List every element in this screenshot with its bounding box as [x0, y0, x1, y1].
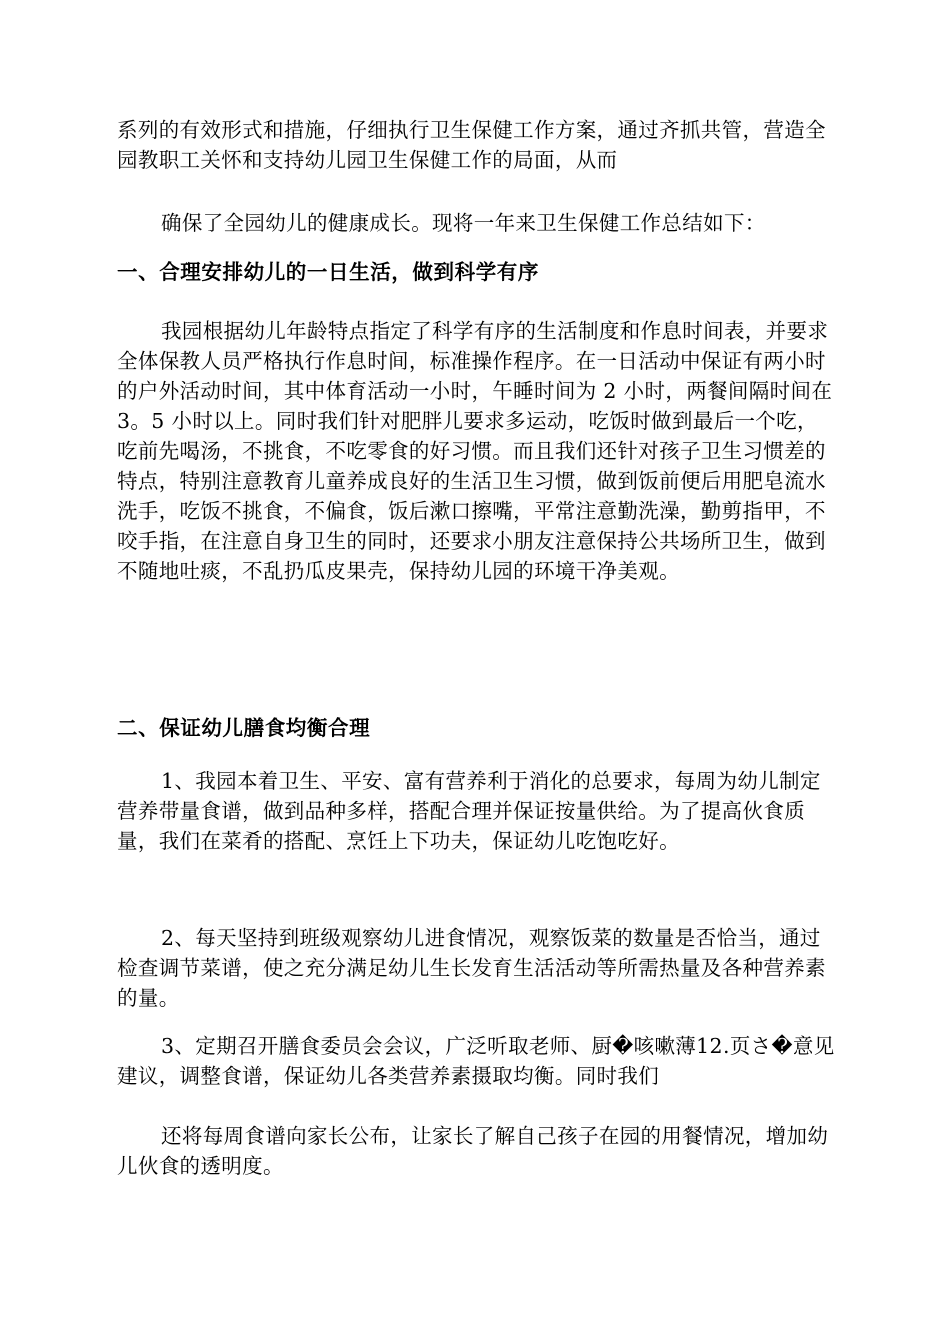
paragraph-item-2: 2、每天坚持到班级观察幼儿进食情况，观察饭菜的数量是否恰当，通过检查调节菜谱，使之充分满足幼儿生长发育生活活动等所需热量及各种营养素的量。	[117, 926, 826, 1010]
paragraph-section-1-body: 我园根据幼儿年龄特点指定了科学有序的生活制度和作息时间表，并要求全体保教人员严格执行作息时间，标准操作程序。在一日活动中保证有两小时的户外活动时间，其中体育活动一小时，午睡时间为 2 小时，两餐间隔时间在 3。5 小时以上。同时我们针对肥胖儿要求多运动，吃饭时做到最后一个吃，吃前先喝汤，不挑食，不吃零食的好习惯。而且我们还针对孩子卫生习惯差的特点，特别注意教育儿童养成良好的生活卫生习惯，做到饭前便后用肥皂流水洗手，吃饭不挑食，不偏食，饭后漱口擦嘴，平常注意勤洗澡，勤剪指甲，不咬手指，在注意自身卫生的同时，还要求小朋友注意保持公共场所卫生，做到不随地吐痰，不乱扔瓜皮果壳，保持幼儿园的环境干净美观。	[117, 319, 833, 583]
paragraph-summary-intro: 确保了全园幼儿的健康成长。现将一年来卫生保健工作总结如下：	[161, 211, 766, 235]
section-heading-2: 二、保证幼儿膳食均衡合理	[117, 716, 371, 740]
paragraph-item-1: 1、我园本着卫生、平安、富有营养利于消化的总要求，每周为幼儿制定营养带量食谱，做到品种多样，搭配合理并保证按量供给。为了提高伙食质量，我们在菜肴的搭配、烹饪上下功夫，保证幼儿吃饱吃好。	[117, 769, 821, 853]
paragraph-continuation: 系列的有效形式和措施，仔细执行卫生保健工作方案，通过齐抓共管，营造全园教职工关怀和支持幼儿园卫生保健工作的局面，从而	[117, 118, 826, 172]
section-heading-1: 一、合理安排幼儿的一日生活，做到科学有序	[117, 260, 539, 284]
paragraph-item-3-continued: 还将每周食谱向家长公布，让家长了解自己孩子在园的用餐情况，增加幼儿伙食的透明度。	[117, 1124, 829, 1178]
paragraph-item-3: 3、定期召开膳食委员会会议，广泛听取老师、厨�咳嗽薄12.页さ�意见建议，调整食谱，保证幼儿各类营养素摄取均衡。同时我们	[117, 1034, 835, 1088]
